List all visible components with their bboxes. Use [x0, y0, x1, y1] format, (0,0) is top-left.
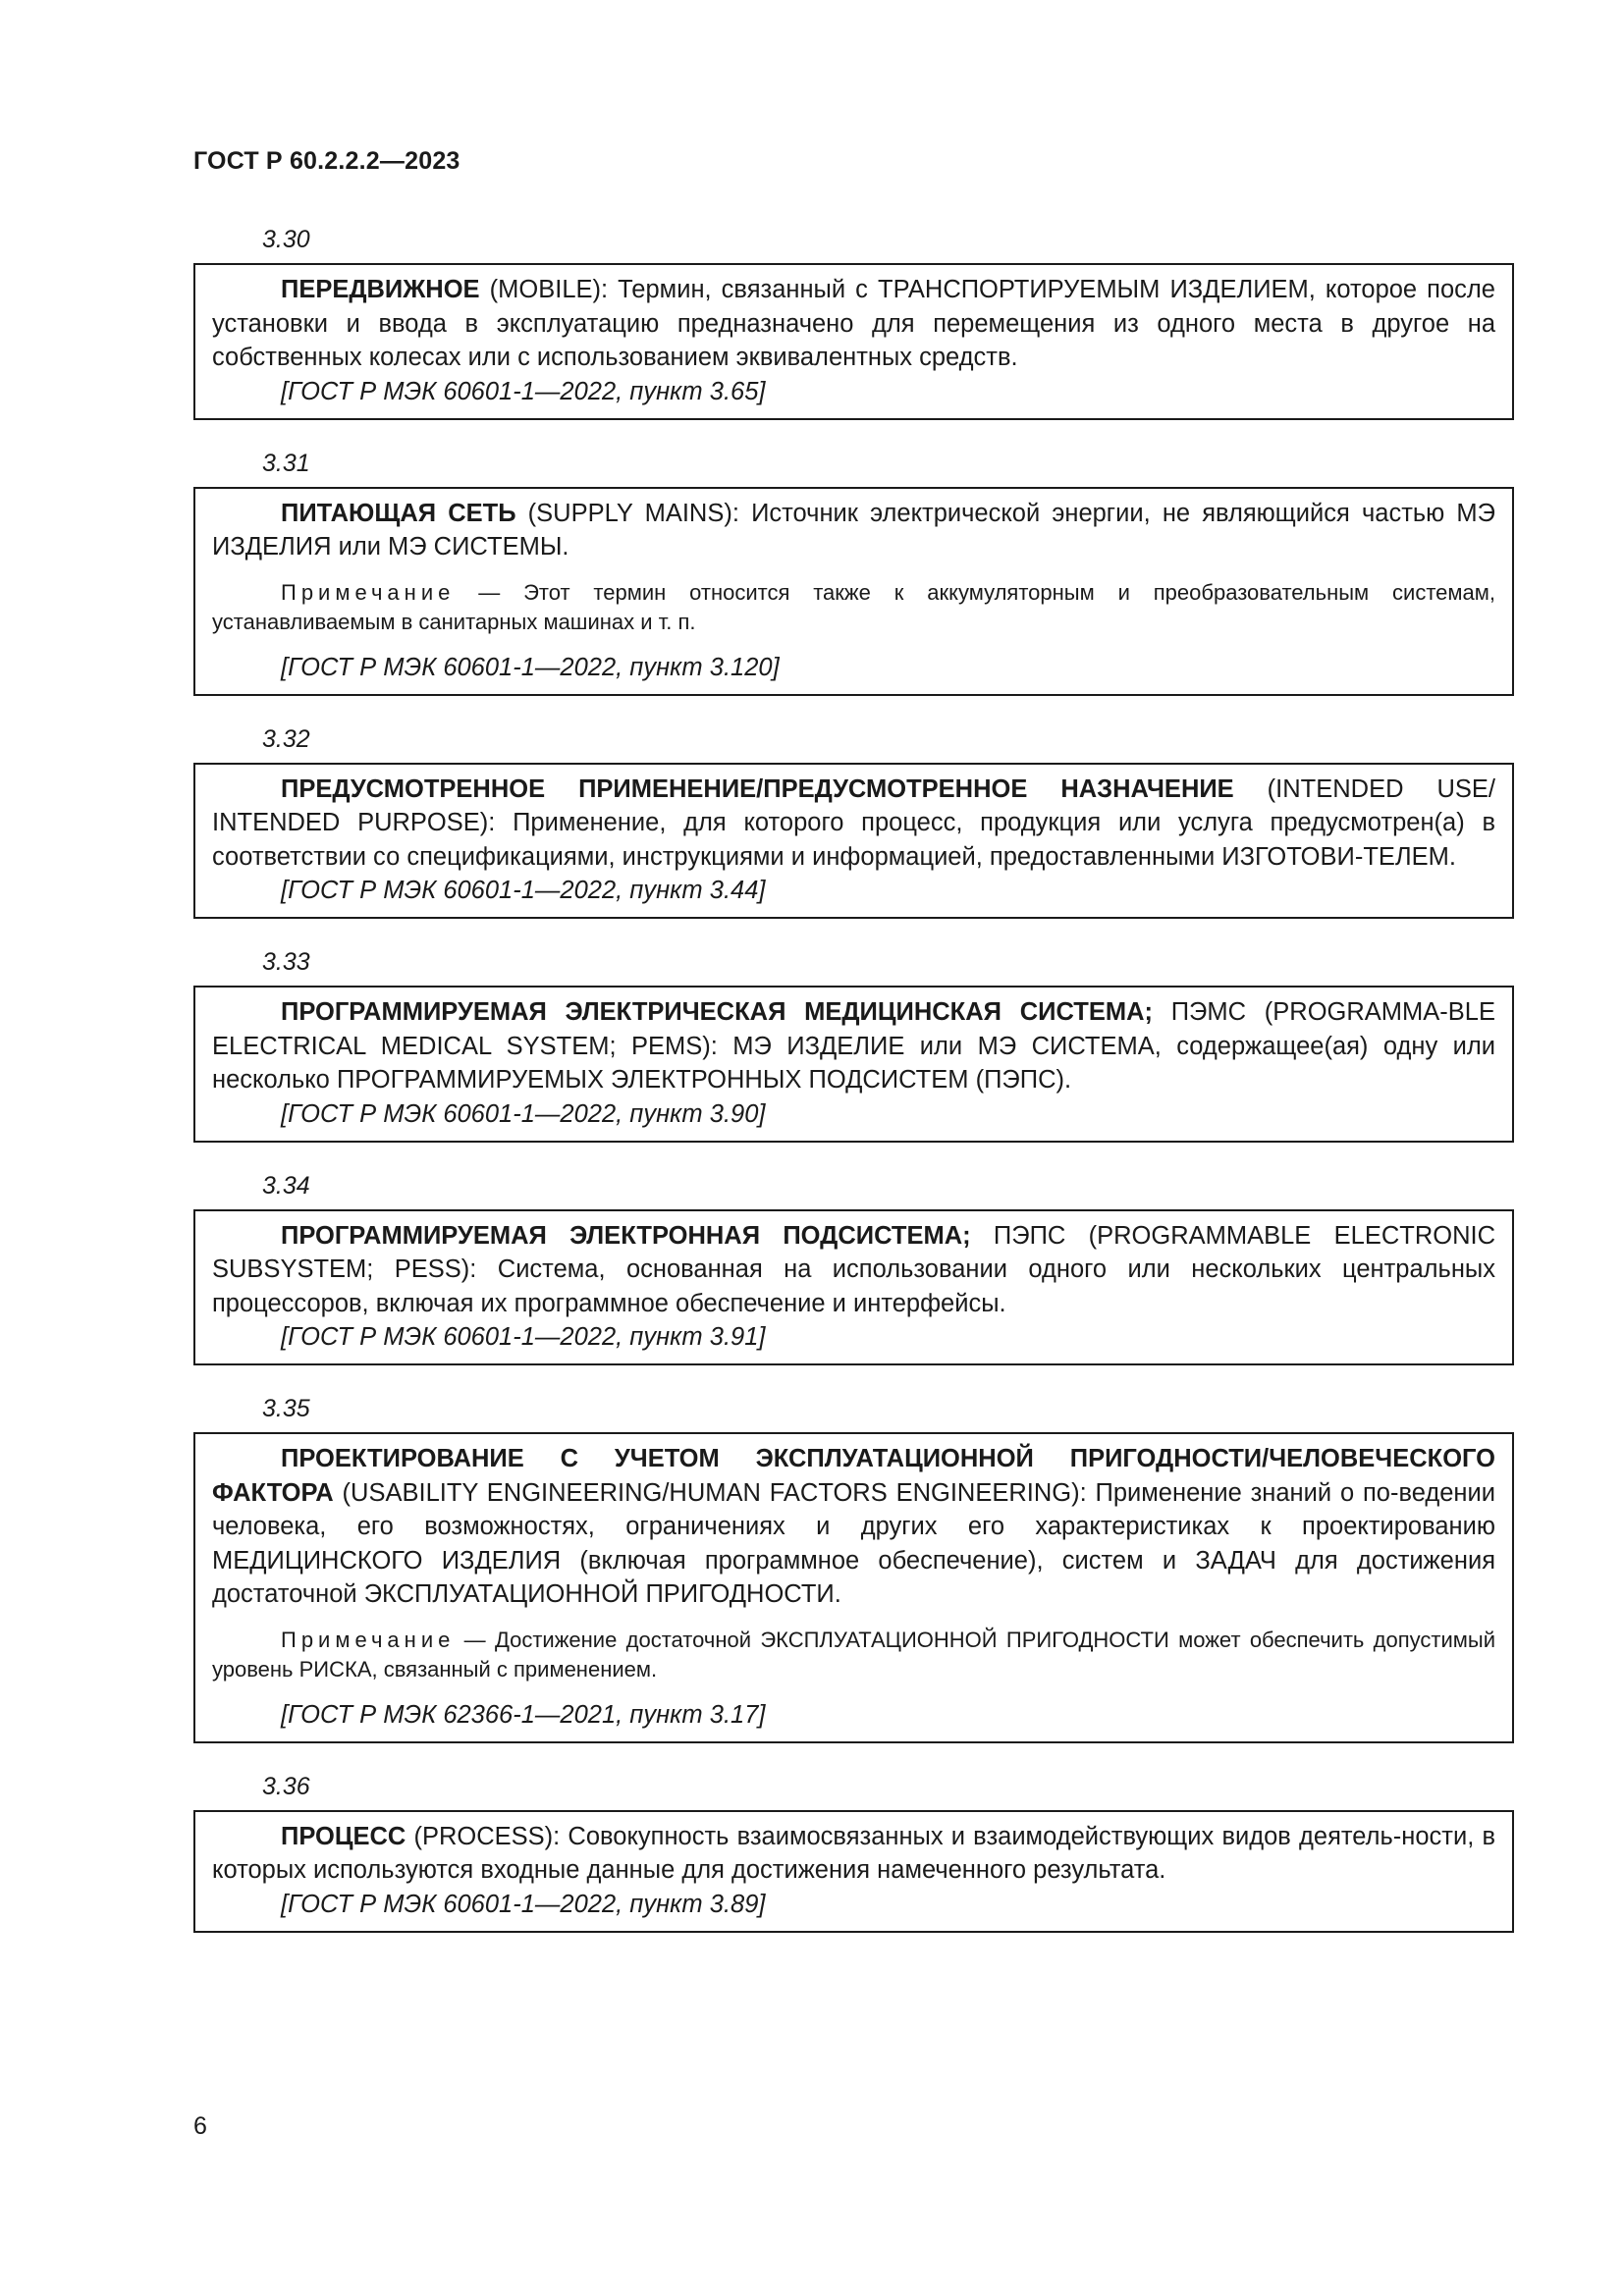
term-definition [212, 497, 1495, 564]
term-number: 3.35 [262, 1395, 310, 1422]
term-definition [212, 1219, 1495, 1321]
term-source: [ГОСТ Р МЭК 60601-1—2022, пункт 3.120] [281, 653, 780, 681]
term-entry [193, 1769, 1514, 1933]
term-entry [193, 721, 1514, 920]
term-name: ПРЕДУСМОТРЕННОЕ ПРИМЕНЕНИЕ/ПРЕДУСМОТРЕННОЕ НАЗНАЧЕНИЕ [281, 774, 1234, 803]
term-number: 3.33 [262, 948, 310, 976]
term-entry [193, 1391, 1514, 1743]
term-text: (MOBILE): Термин, связанный с ТРАНСПОРТИРУЕМЫМ ИЗДЕЛИЕМ, которое после установки и ввода в эксплуатацию предназначено для перемещения из одного места в другое на собственных колесах или с использованием эквивалентных средств. [212, 276, 1495, 371]
term-number: 3.30 [262, 226, 310, 253]
term-name: ПРОЕКТИРОВАНИЕ С УЧЕТОМ ЭКСПЛУАТАЦИОННОЙ ПРИГОДНОСТИ/ЧЕЛОВЕЧЕСКОГО ФАКТОРА [212, 1445, 1495, 1507]
term-number: 3.34 [262, 1171, 310, 1200]
document-header: ГОСТ Р 60.2.2.2—2023 [193, 147, 460, 175]
term-text: ПЭМС (PROGRAMMA-BLE ELECTRICAL MEDICAL SYSTEM; PEMS): МЭ ИЗДЕЛИЕ или МЭ СИСТЕМА, содержащее(ая) одну или несколько ПРОГРАММИРУЕМЫХ ЭЛЕКТРОННЫХ ПОДСИСТЕМ (ПЭПС). [212, 998, 1495, 1094]
term-note [212, 578, 1495, 637]
term-text: (USABILITY ENGINEERING/HUMAN FACTORS ENGINEERING): Применение знаний о по-ведении человека, его возможностях, ограничениях и других его характеристиках к проектированию МЕДИЦИНСКОГО ИЗДЕЛИЯ (включая программное обеспечение), систем и ЗАДАЧ для достижения достаточной ЭКСПЛУАТАЦИОННОЙ ПРИГОДНОСТИ. [212, 1478, 1495, 1608]
term-name: ПРОЦЕСС [281, 1822, 406, 1850]
term-entry [193, 446, 1514, 696]
term-text: (PROCESS): Совокупность взаимосвязанных и взаимодействующих видов деятель-ности, в которых используются входные данные для достижения намеченного результата. [212, 1822, 1495, 1884]
term-text: ПЭПС (PROGRAMMABLE ELECTRONIC SUBSYSTEM; PESS): Система, основанная на использовании одного или нескольких центральных процессоров, включая их программное обеспечение и интерфейсы. [212, 1221, 1495, 1317]
term-name: ПРОГРАММИРУЕМАЯ ЭЛЕКТРОННАЯ ПОДСИСТЕМА; [281, 1221, 971, 1250]
term-box [193, 487, 1514, 696]
term-text: (INTENDED USE/ INTENDED PURPOSE): Применение, для которого процесс, продукция или услуга предусмотрен(а) в соответствии со спецификациями, инструкциями и информацией, предоставленными ИЗГОТОВИ-ТЕЛЕМ. [212, 774, 1495, 871]
term-box [193, 763, 1514, 920]
note-label: Примечание [281, 1627, 456, 1652]
term-definition [212, 995, 1495, 1097]
term-name: ПРОГРАММИРУЕМАЯ ЭЛЕКТРИЧЕСКАЯ МЕДИЦИНСКАЯ СИСТЕМА; [281, 998, 1153, 1026]
term-source: [ГОСТ Р МЭК 60601-1—2022, пункт 3.91] [281, 1323, 766, 1351]
note-text: — Достижение достаточной ЭКСПЛУАТАЦИОННОЙ ПРИГОДНОСТИ может обеспечить допустимый уровень РИСКА, связанный с применением. [212, 1627, 1495, 1682]
term-source: [ГОСТ Р МЭК 60601-1—2022, пункт 3.90] [281, 1099, 766, 1128]
term-definition [212, 773, 1495, 875]
term-definition [212, 1820, 1495, 1888]
term-text: (SUPPLY MAINS): Источник электрической энергии, не являющийся частью МЭ ИЗДЕЛИЯ или МЭ СИСТЕМЫ. [212, 499, 1495, 561]
term-entry [193, 1168, 1514, 1366]
term-name: ПЕРЕДВИЖНОЕ [281, 276, 480, 303]
term-number: 3.31 [262, 449, 310, 477]
term-number: 3.32 [262, 724, 310, 753]
term-definition [212, 1442, 1495, 1612]
term-entry [193, 944, 1514, 1143]
terms-list [193, 222, 1514, 1958]
term-source: [ГОСТ Р МЭК 60601-1—2022, пункт 3.65] [281, 377, 766, 405]
term-number: 3.36 [262, 1772, 310, 1800]
term-box [193, 263, 1514, 420]
term-entry [193, 222, 1514, 420]
term-source: [ГОСТ Р МЭК 60601-1—2022, пункт 3.44] [281, 877, 766, 904]
page-number: 6 [193, 2112, 207, 2140]
note-text: — Этот термин относится также к аккумуляторным и преобразовательным системам, устанавливаемым в санитарных машинах и т. п. [212, 579, 1495, 634]
term-name: ПИТАЮЩАЯ СЕТЬ [281, 499, 516, 527]
term-source: [ГОСТ Р МЭК 62366-1—2021, пункт 3.17] [281, 1700, 766, 1729]
term-box [193, 986, 1514, 1143]
term-box [193, 1810, 1514, 1933]
term-source: [ГОСТ Р МЭК 60601-1—2022, пункт 3.89] [281, 1890, 766, 1918]
term-definition [212, 273, 1495, 375]
term-note [212, 1626, 1495, 1684]
term-box [193, 1432, 1514, 1743]
note-label: Примечание [281, 579, 456, 605]
term-box [193, 1209, 1514, 1366]
